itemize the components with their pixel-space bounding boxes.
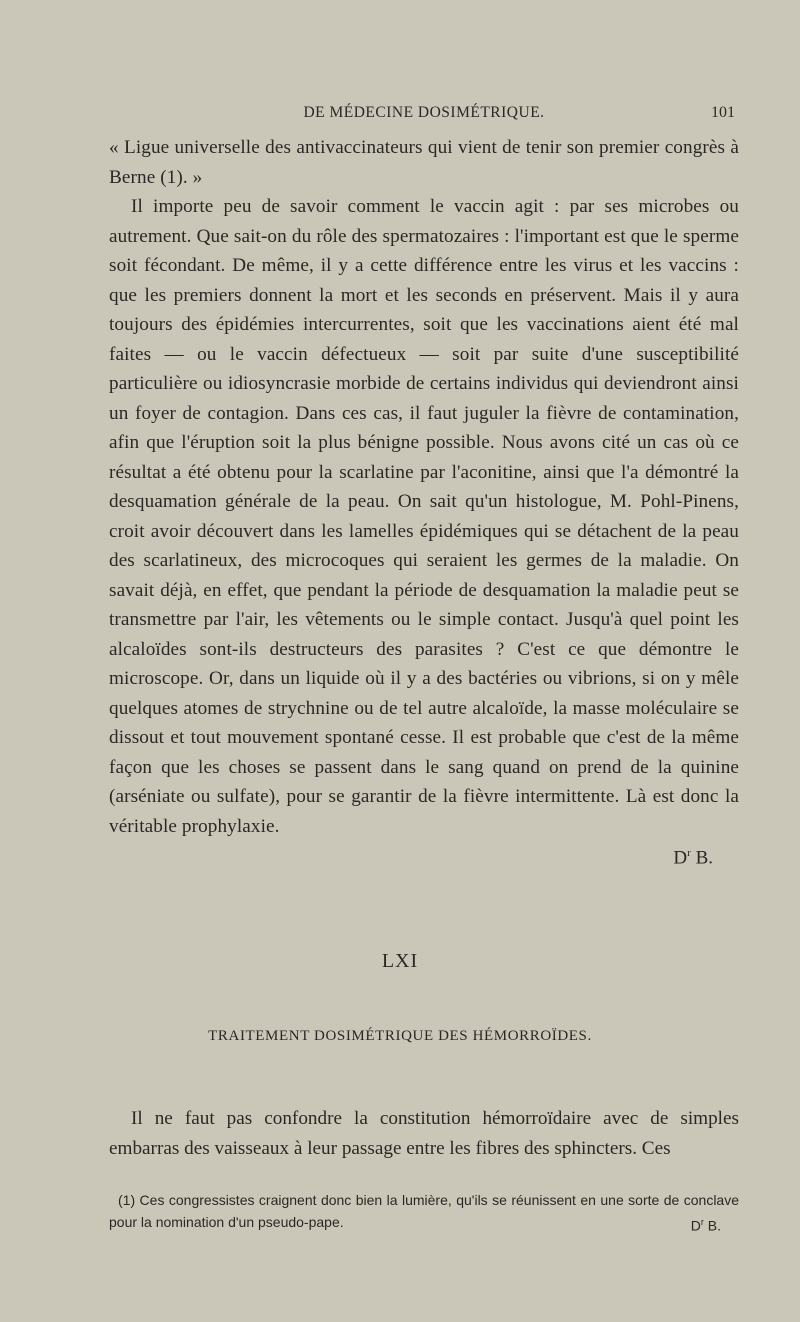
footnote-text: (1) Ces congressistes craignent donc bien la lumière, qu'ils se réunissent en une sorte de conclave pour la nomination d'un pseudo-pape. [109, 1192, 739, 1230]
footnote-sign-superscript: r [700, 1217, 704, 1227]
running-title: DE MÉDECINE DOSIMÉTRIQUE. [303, 104, 545, 121]
footnote [109, 1189, 739, 1237]
page-number: 101 [711, 104, 735, 121]
signature-prefix: D [673, 847, 688, 869]
footnote-sign-prefix: D [690, 1217, 701, 1234]
signature-name: B. [690, 847, 713, 869]
running-head [109, 100, 739, 128]
paragraph: Il importe peu de savoir comment le vaccin agit : par ses microbes ou autrement. Que sait-on du rôle des spermatozaires : l'important est que le sperme soit fécondant. De même, il y a cette différence entre les virus et les vaccins : que les premiers donnent la mort et les seconds en préservent. Mais il y aura toujours des épidémies intercurrentes, soit que les vaccinations aient été mal faites — ou le vaccin défectueux — soit par suite d'une susceptibilité particulière ou idiosyncrasie morbide de certains individus qui deviendront ainsi un foyer de contagion. Dans ces cas, il faut juguler la fièvre de contamination, afin que l'éruption soit la plus bénigne possible. Nous avons cité un cas où ce résultat a été obtenu pour la scarlatine par l'aconitine, ainsi que l'a démontré la desquamation générale de la peau. On sait qu'un histologue, M. Pohl-Pinens, croit avoir découvert dans les lamelles épidémiques qui se détachent de la peau des scarlatineux, des microcoques qui seraient les germes de la maladie. On savait déjà, en effet, que pendant la période de desquamation la maladie peut se transmettre par l'air, les vêtements ou le simple contact. Jusqu'à quel point les alcaloïdes sont-ils destructeurs des parasites ? C'est ce que démontre le microscope. Or, dans un liquide où il y a des bactéries ou vibrions, si on y mêle quelques atomes de strychnine ou de tel autre alcaloïde, la masse moléculaire se dissout et tout mouvement spontané cesse. Il est probable que c'est de la même façon que les choses se passent dans le sang quand on prend de la quinine (arséniate ou sulfate), pour se garantir de la fièvre intermittente. Là est donc la véritable prophylaxie. [109, 196, 739, 837]
body-text [109, 133, 739, 841]
paragraph: Il ne faut pas confondre la constitution hémorroïdaire avec de simples embarras des vaisseaux à leur passage entre les fibres des sphincters. Ces [109, 1108, 739, 1159]
chapter-body [109, 1104, 739, 1163]
footnote-sign-name: B. [703, 1217, 721, 1234]
signature-superscript: r [687, 847, 691, 859]
chapter-number: LXI [381, 950, 419, 972]
author-signature [673, 847, 713, 869]
paragraph: « Ligue universelle des antivaccinateurs qui vient de tenir son premier congrès à Berne (1). » [109, 137, 739, 188]
chapter-title: TRAITEMENT DOSIMÉTRIQUE DES HÉMORROÏDES. [208, 1028, 592, 1044]
